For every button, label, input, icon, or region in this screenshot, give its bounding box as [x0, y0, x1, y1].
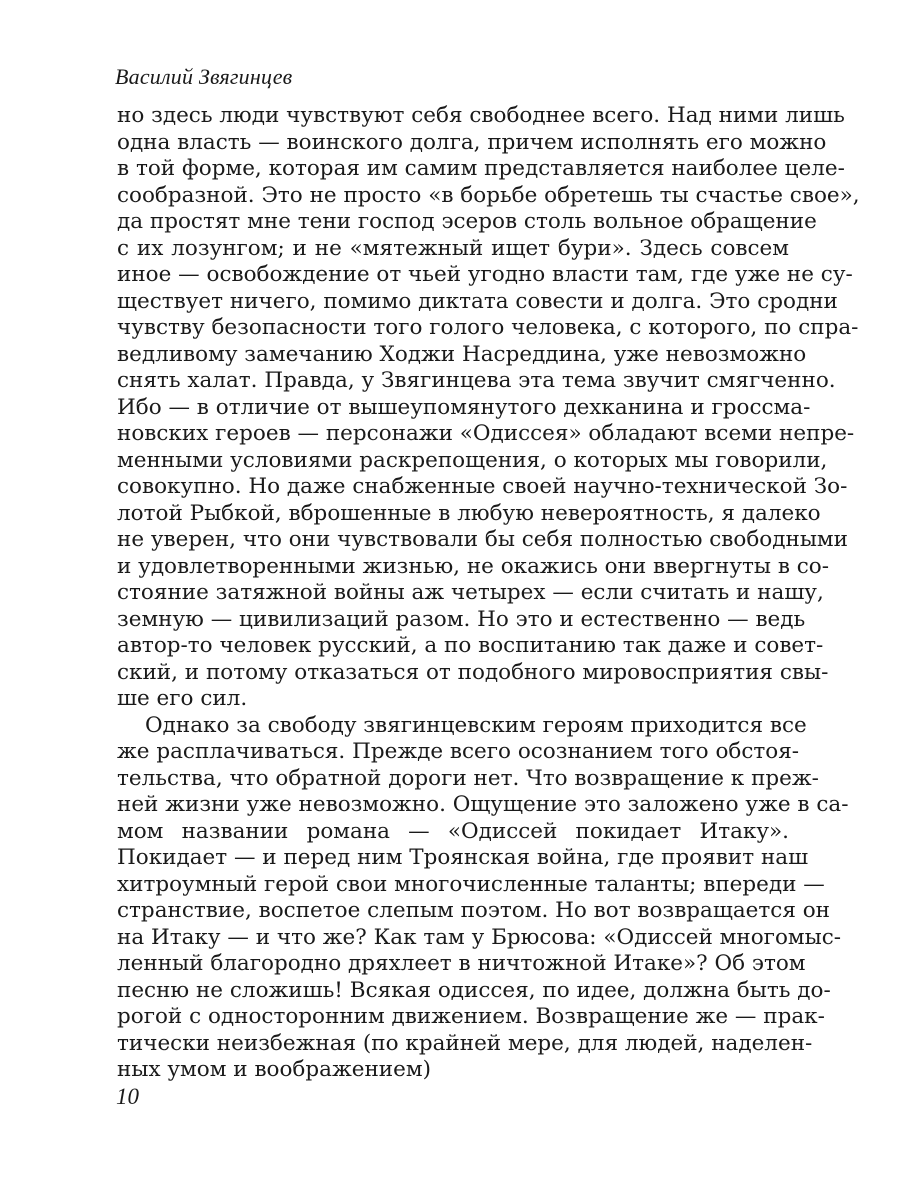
text-line: новских героев — персонажи «Одиссея» обладают всеми непре-	[117, 421, 855, 446]
text-line: не уверен, что они чувствовали бы себя полностью свободными	[117, 527, 848, 552]
text-line: же расплачиваться. Прежде всего осознанием того обстоя-	[117, 739, 800, 764]
text-line: стояние затяжной войны аж четырех — если считать и нашу,	[117, 580, 824, 605]
text-line: хитроумный герой свои многочисленные таланты; впереди —	[117, 871, 825, 897]
paragraph-end-line: ше его сил.	[117, 686, 248, 711]
text-line: земную — цивилизаций разом. Но это и естественно — ведь	[117, 606, 806, 632]
text-line: иное — освобождение от чьей угодно власти там, где уже не су-	[117, 262, 853, 287]
text-line: ленный благородно дряхлеет в ничтожной Итаке»? Об этом	[117, 951, 806, 976]
text-line: тически неизбежная (по крайней мере, для людей, наделен-	[117, 1030, 813, 1056]
text-line: но здесь люди чувствуют себя свободнее всего. Над ними лишь	[117, 103, 845, 128]
text-line: странствие, воспетое слепым поэтом. Но вот возвращается он	[117, 898, 831, 923]
text-line: с их лозунгом; и не «мятежный ищет бури». Здесь совсем	[117, 235, 789, 261]
text-line: Ибо — в отличие от вышеупомянутого дехканина и гроссма-	[117, 394, 811, 420]
text-line: Покидает — и перед ним Троянская война, где проявит наш	[117, 845, 809, 870]
text-line: лотой Рыбкой, вброшенные в любую невероятность, я далеко	[117, 500, 821, 526]
text-line: одна власть — воинского долга, причем исполнять его можно	[117, 129, 827, 155]
text-line: совокупно. Но даже снабженные своей научно-технической Зо-	[117, 474, 848, 499]
text-line: и удовлетворенными жизнью, не окажись они ввергнуты в со-	[117, 553, 830, 579]
text-line: сообразной. Это не просто «в борьбе обретешь ты счастье свое»,	[117, 182, 860, 208]
page-number: 10	[116, 1084, 139, 1109]
text-line: менными условиями раскрепощения, о которых мы говорили,	[117, 447, 828, 473]
text-line: ных умом и воображением)	[117, 1057, 431, 1082]
text-line: ский, и потому отказаться от подобного мировосприятия свы-	[117, 659, 829, 685]
text-line: на Итаку — и что же? Как там у Брюсова: «Одиссей многомыс-	[117, 924, 842, 950]
text-line: рогой с односторонним движением. Возвращение же — прак-	[117, 1004, 825, 1029]
text-line: ществует ничего, помимо диктата совести и долга. Это сродни	[117, 288, 838, 314]
text-line: автор-то человек русский, а по воспитанию так даже и совет-	[117, 633, 824, 658]
paragraph-start-line: Однако за свободу звягинцевским героям приходится все	[145, 712, 807, 738]
text-line: чувству безопасности того голого человека, с которого, по спра-	[117, 315, 859, 340]
text-line: ведливому замечанию Ходжи Насреддина, уже невозможно	[117, 341, 807, 367]
text-line: тельства, что обратной дороги нет. Что возвращение к преж-	[117, 765, 819, 791]
text-line: да простят мне тени господ эсеров столь вольное обращение	[117, 209, 817, 234]
running-head-author: Василий Звягинцев	[115, 64, 293, 89]
text-line: в той форме, которая им самим представляется наиболее целе-	[117, 156, 845, 181]
text-line: песню не сложишь! Всякая одиссея, по идее, должна быть до-	[117, 977, 831, 1003]
text-line: ней жизни уже невозможно. Ощущение это заложено уже в са-	[117, 792, 849, 817]
body-text	[117, 103, 860, 1084]
text-line: снять халат. Правда, у Звягинцева эта тема звучит смягченно.	[117, 368, 836, 393]
text-line: мом названии романа — «Одиссей покидает Итаку».	[117, 818, 789, 844]
